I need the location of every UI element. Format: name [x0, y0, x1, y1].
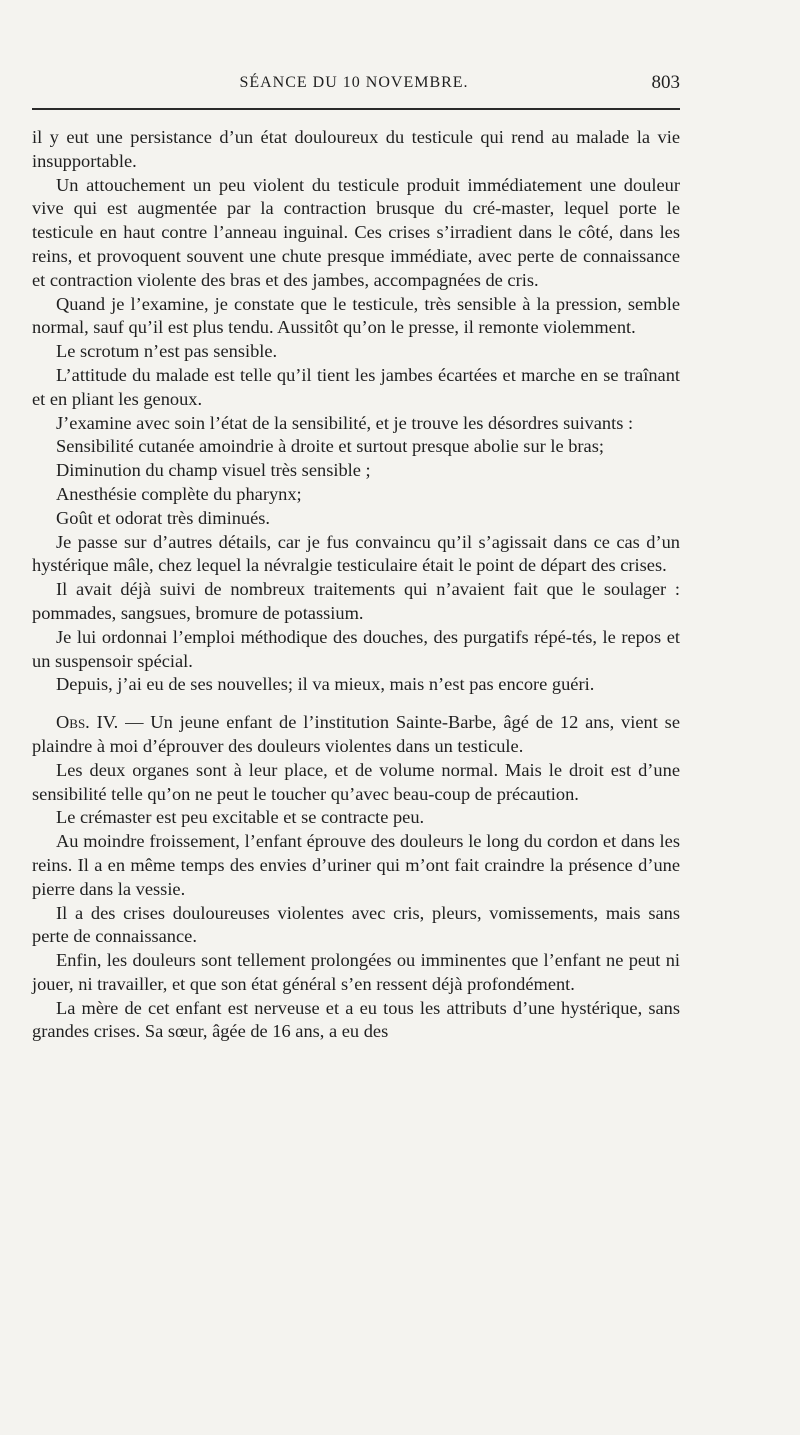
observation-paragraph	[32, 711, 680, 759]
paragraph: J’examine avec soin l’état de la sensibilité, et je trouve les désordres suivants :	[56, 412, 634, 433]
paragraph: L’attitude du malade est telle qu’il tient les jambes écartées et marche en se traînant et en pliant les genoux.	[32, 364, 680, 409]
paragraph: La mère de cet enfant est nerveuse et a eu tous les attributs d’une hystérique, sans grandes crises. Sa sœur, âgée de 16 ans, a eu des	[32, 997, 680, 1042]
paragraph: Sensibilité cutanée amoindrie à droite et surtout presque abolie sur le bras;	[56, 436, 604, 457]
paragraph: Il avait déjà suivi de nombreux traitements qui n’avaient fait que le soulager : pommades, sangsues, bromure de potassium.	[32, 579, 680, 623]
paragraph: Je passe sur d’autres détails, car je fus convaincu qu’il s’agissait dans ce cas d’un hystérique mâle, chez lequel la névralgie testiculaire était le point de départ des crises.	[32, 531, 680, 576]
list-item: Goût et odorat très diminués.	[56, 507, 271, 528]
page-number: 803	[651, 72, 680, 93]
paragraph: Depuis, j’ai eu de ses nouvelles; il va mieux, mais n’est pas encore guéri.	[56, 674, 595, 695]
paragraph: Je lui ordonnai l’emploi méthodique des douches, des purgatifs répé-tés, le repos et un suspensoir spécial.	[32, 626, 680, 671]
paragraph: Il a des crises douloureuses violentes avec cris, pleurs, vomissements, mais sans perte de connaissance.	[32, 902, 680, 947]
observation-label: Obs. IV.	[56, 712, 119, 733]
paragraph: Un attouchement un peu violent du testicule produit immédiatement une douleur vive qui est augmentée par la contraction brusque du cré-master, lequel porte le testicule en haut contre l’anneau inguinal. Ces crises s’irradient dans le côté, dans les reins, et provoquent souvent une chute presque immédiate, avec perte de connaissance et contraction violente des bras et des jambes, accompagnées de cris.	[32, 174, 680, 290]
observation-text: — Un jeune enfant de l’institution Sainte-Barbe, âgé de 12 ans, vient se plaindre à moi d’éprouver des douleurs violentes dans un testicule.	[32, 712, 680, 756]
paragraph: Enfin, les douleurs sont tellement prolongées ou imminentes que l’enfant ne peut ni jouer, ni travailler, et que son état général s’en ressent déjà profondément.	[32, 950, 680, 994]
paragraph: Les deux organes sont à leur place, et de volume normal. Mais le droit est d’une sensibilité telle qu’on ne peut le toucher qu’avec beau-coup de précaution.	[32, 759, 680, 804]
paragraph: Le crémaster est peu excitable et se contracte peu.	[56, 807, 425, 828]
running-header	[28, 72, 680, 98]
header-rule	[32, 108, 680, 110]
paragraph: Le scrotum n’est pas sensible.	[56, 341, 278, 362]
paragraph: il y eut une persistance d’un état douloureux du testicule qui rend au malade la vie insupportable.	[32, 127, 680, 171]
list-item: Diminution du champ visuel très sensible ;	[56, 460, 371, 481]
paragraph: Quand je l’examine, je constate que le testicule, très sensible à la pression, semble normal, sauf qu’il est plus tendu. Aussitôt qu’on le presse, il remonte violemment.	[32, 293, 680, 338]
paragraph: Au moindre froissement, l’enfant éprouve des douleurs le long du cordon et dans les reins. Il a en même temps des envies d’uriner qui m’ont fait craindre la présence d’une pierre dans la vessie.	[32, 831, 680, 899]
header-title: SÉANCE DU 10 NOVEMBRE.	[239, 74, 469, 91]
list-item: Anesthésie complète du pharynx;	[56, 483, 302, 504]
body-text	[32, 126, 680, 1044]
